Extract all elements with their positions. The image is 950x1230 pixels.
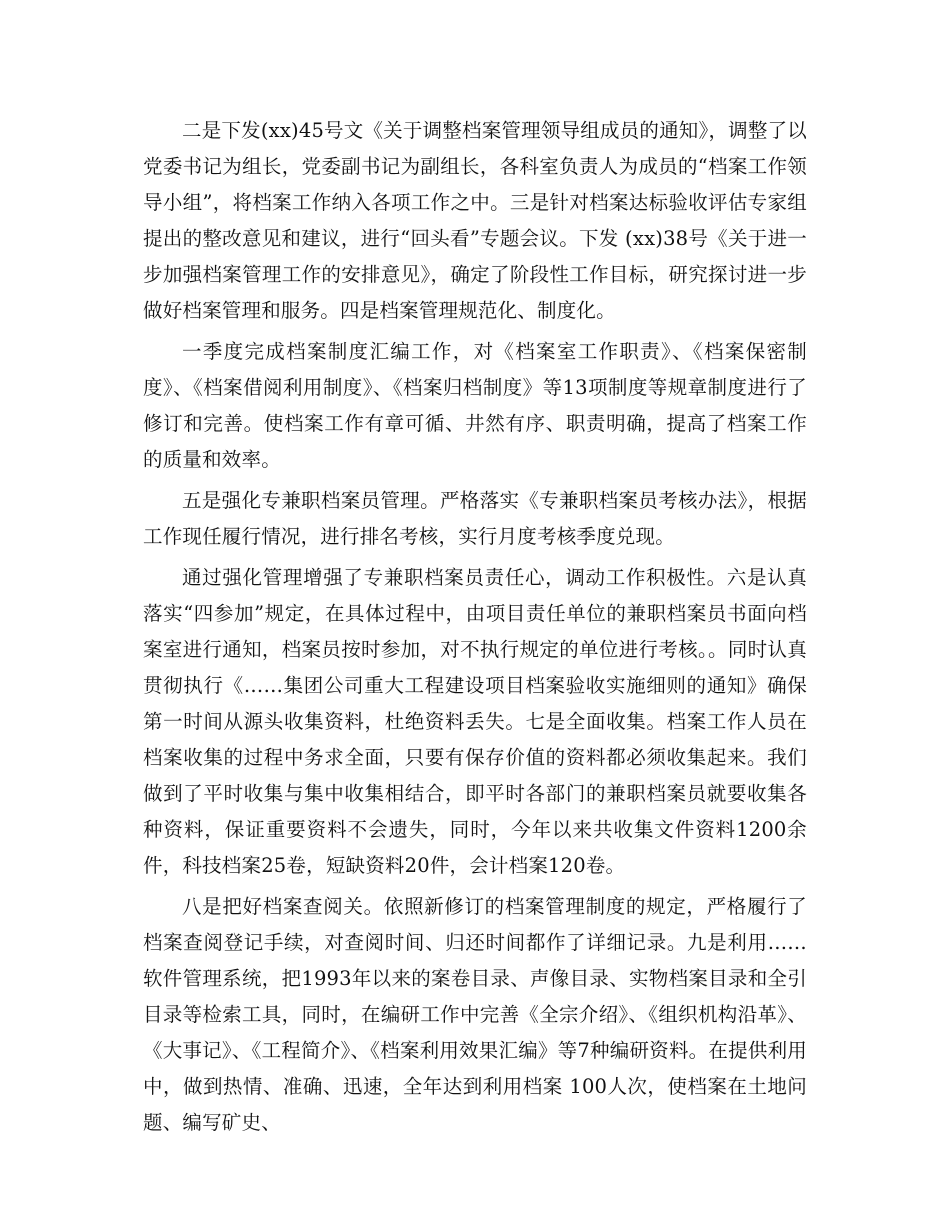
- paragraph-access-and-use: 八是把好档案查阅关。依照新修订的档案管理制度的规定，严格履行了档案查阅登记手续，对查阅时间、归还时间都作了详细记录。九是利用……软件管理系统，把1993年以来的案卷目录、声像目录、实物档案目录和全引目录等检索工具，同时，在编研工作中完善《全宗介绍》、《组织机构沿革》、《大事记》、《工程简介》、《档案利用效果汇编》等7种编研资料。在提供利用中，做到热情、准确、迅速，全年达到利用档案 100人次，使档案在土地问题、编写矿史、: [143, 895, 807, 1134]
- paragraph-regulations: 一季度完成档案制度汇编工作，对《档案室工作职责》、《档案保密制度》、《档案借阅利用制度》、《档案归档制度》等13项制度等规章制度进行了修订和完善。使档案工作有章可循、井然有序、职责明确，提高了档案工作的质量和效率。: [143, 340, 807, 471]
- paragraph-leadership-group: 二是下发(xx)45号文《关于调整档案管理领导组成员的通知》，调整了以党委书记为组长，党委副书记为副组长，各科室负责人为成员的“档案工作领导小组”，将档案工作纳入各项工作之中。三是针对档案达标验收评估专家组提出的整改意见和建议，进行“回头看”专题会议。下发 (xx)38号《关于进一步加强档案管理工作的安排意见》，确定了阶段性工作目标，研究探讨进一步做好档案管理和服务。四是档案管理规范化、制度化。: [143, 119, 807, 322]
- paragraph-collection: 通过强化管理增强了专兼职档案员责任心，调动工作积极性。六是认真落实“四参加”规定，在具体过程中，由项目责任单位的兼职档案员书面向档案室进行通知，档案员按时参加，对不执行规定的单位进行考核。。同时认真贯彻执行《……集团公司重大工程建设项目档案验收实施细则的通知》确保第一时间从源头收集资料，杜绝资料丢失。七是全面收集。档案工作人员在档案收集的过程中务求全面，只要有保存价值的资料都必须收集起来。我们做到了平时收集与集中收集相结合，即平时各部门的兼职档案员就要收集各种资料，保证重要资料不会遗失，同时，今年以来共收集文件资料1200余件，科技档案25卷，短缺资料20件，会计档案120卷。: [143, 566, 807, 877]
- document-body: [143, 113, 807, 1146]
- paragraph-archivist-management: 五是强化专兼职档案员管理。严格落实《专兼职档案员考核办法》，根据工作现任履行情况，进行排名考核，实行月度考核季度兑现。: [143, 489, 807, 548]
